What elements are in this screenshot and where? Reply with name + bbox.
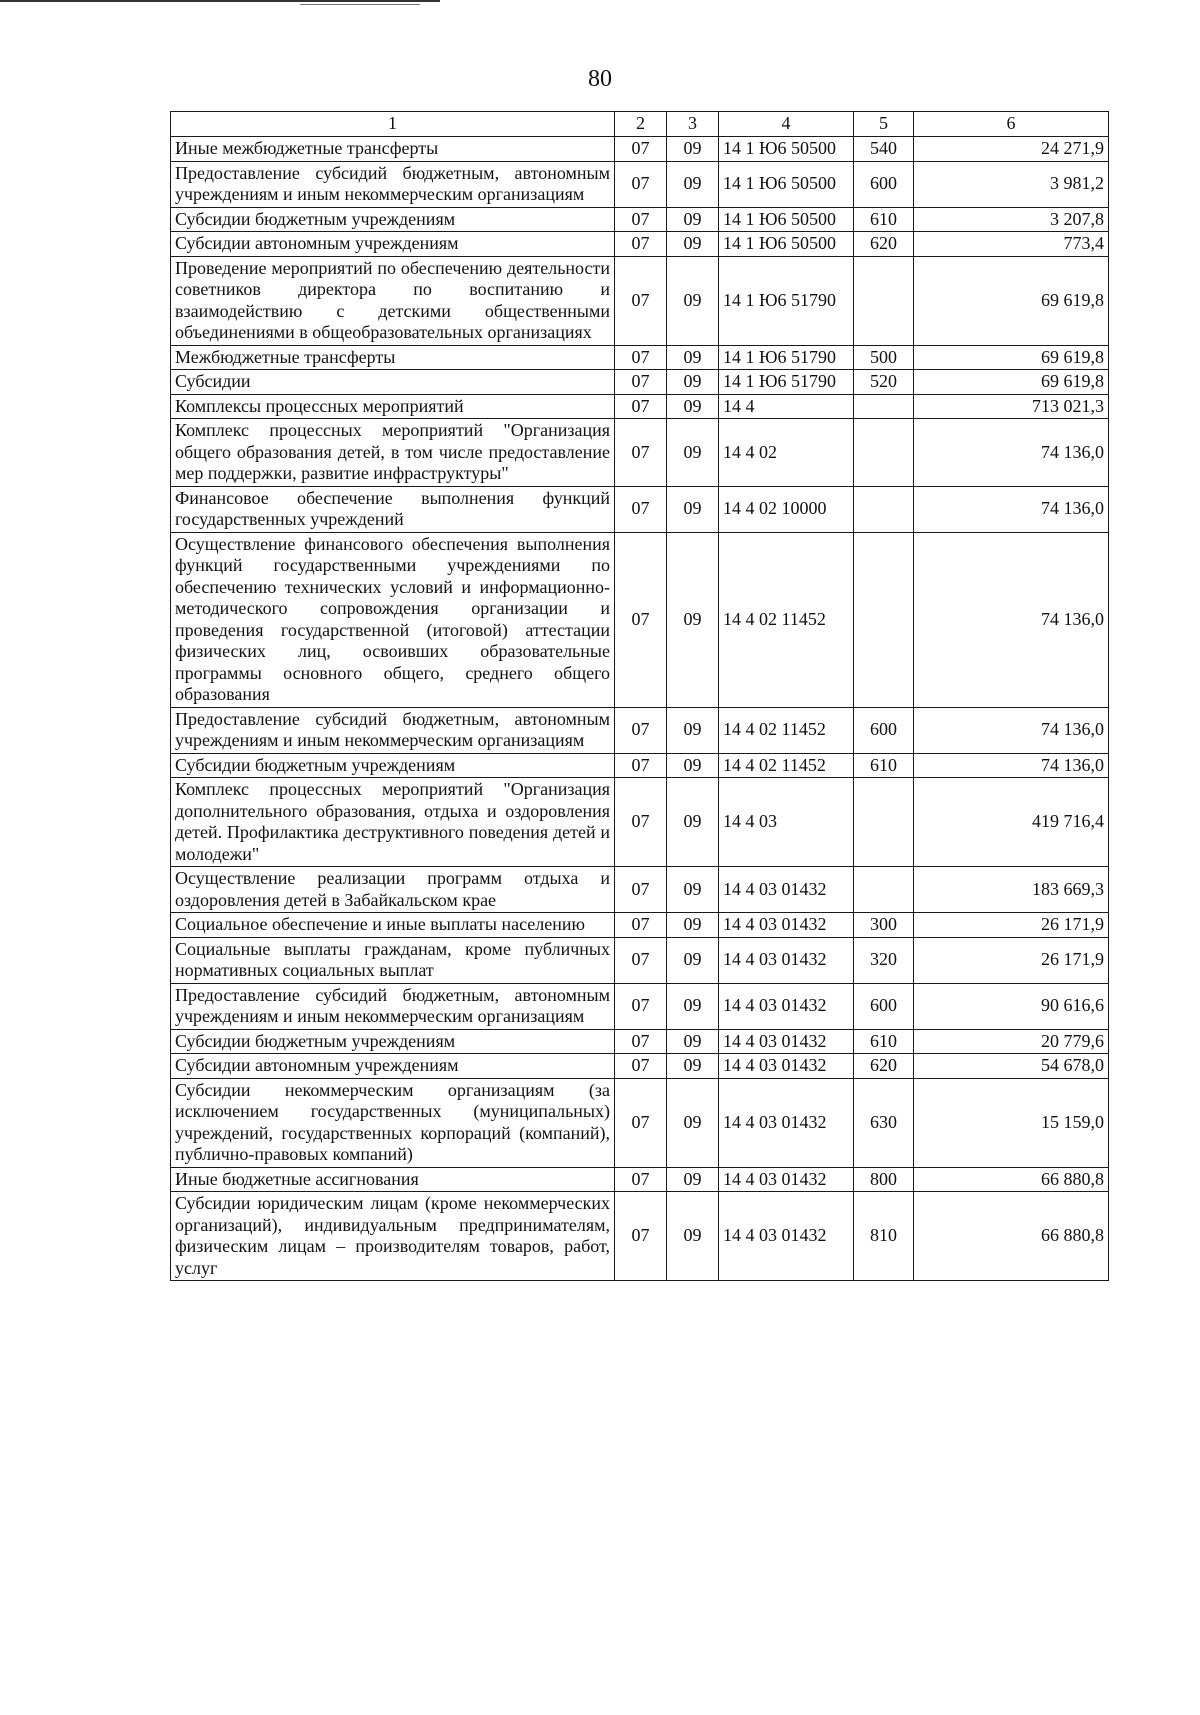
row-target-article: 14 1 Ю6 51790 — [719, 345, 854, 370]
row-section-code: 07 — [615, 913, 667, 938]
row-section-code: 07 — [615, 1078, 667, 1167]
table-row — [171, 707, 1109, 753]
row-target-article: 14 4 02 11452 — [719, 707, 854, 753]
row-amount: 773,4 — [914, 232, 1109, 257]
row-amount: 90 616,6 — [914, 983, 1109, 1029]
row-amount: 74 136,0 — [914, 486, 1109, 532]
row-section-code: 07 — [615, 937, 667, 983]
row-name: Осуществление реализации программ отдыха и оздоровления детей в Забайкальском крае — [171, 867, 615, 913]
table-row — [171, 867, 1109, 913]
row-name: Социальное обеспечение и иные выплаты населению — [171, 913, 615, 938]
row-target-article: 14 4 03 01432 — [719, 983, 854, 1029]
row-target-article: 14 4 03 01432 — [719, 1078, 854, 1167]
table-row — [171, 1054, 1109, 1079]
row-section-code: 07 — [615, 137, 667, 162]
row-subsection-code: 09 — [667, 207, 719, 232]
table-row — [171, 1192, 1109, 1281]
row-subsection-code: 09 — [667, 1029, 719, 1054]
row-subsection-code: 09 — [667, 1192, 719, 1281]
row-subsection-code: 09 — [667, 370, 719, 395]
row-name: Субсидии бюджетным учреждениям — [171, 207, 615, 232]
row-amount: 3 981,2 — [914, 161, 1109, 207]
row-subsection-code: 09 — [667, 913, 719, 938]
row-expense-type — [854, 778, 914, 867]
row-subsection-code: 09 — [667, 778, 719, 867]
row-amount: 69 619,8 — [914, 370, 1109, 395]
header-col-6: 6 — [914, 112, 1109, 137]
row-subsection-code: 09 — [667, 867, 719, 913]
row-amount: 66 880,8 — [914, 1192, 1109, 1281]
table-row — [171, 937, 1109, 983]
row-section-code: 07 — [615, 419, 667, 487]
row-subsection-code: 09 — [667, 256, 719, 345]
budget-table — [170, 111, 1109, 1281]
table-row — [171, 1029, 1109, 1054]
header-row — [171, 112, 1109, 137]
header-col-5: 5 — [854, 112, 914, 137]
row-name: Субсидии некоммерческим организациям (за исключением государственных (муниципальных) учреждений, государственных корпораций (компаний), публично-правовых компаний) — [171, 1078, 615, 1167]
row-subsection-code: 09 — [667, 1167, 719, 1192]
row-section-code: 07 — [615, 394, 667, 419]
row-name: Комплекс процессных мероприятий "Организация общего образования детей, в том числе предоставление мер поддержки, развитие инфраструктуры" — [171, 419, 615, 487]
table-row — [171, 207, 1109, 232]
row-amount: 26 171,9 — [914, 937, 1109, 983]
row-expense-type: 610 — [854, 207, 914, 232]
row-amount: 69 619,8 — [914, 345, 1109, 370]
row-expense-type: 520 — [854, 370, 914, 395]
row-subsection-code: 09 — [667, 419, 719, 487]
row-name: Социальные выплаты гражданам, кроме публичных нормативных социальных выплат — [171, 937, 615, 983]
row-section-code: 07 — [615, 1192, 667, 1281]
row-target-article: 14 1 Ю6 50500 — [719, 137, 854, 162]
row-target-article: 14 4 02 11452 — [719, 753, 854, 778]
table-row — [171, 778, 1109, 867]
row-amount: 74 136,0 — [914, 419, 1109, 487]
row-target-article: 14 1 Ю6 50500 — [719, 161, 854, 207]
row-subsection-code: 09 — [667, 937, 719, 983]
row-amount: 15 159,0 — [914, 1078, 1109, 1167]
row-subsection-code: 09 — [667, 532, 719, 707]
row-section-code: 07 — [615, 1054, 667, 1079]
header-col-3: 3 — [667, 112, 719, 137]
row-section-code: 07 — [615, 753, 667, 778]
row-amount: 74 136,0 — [914, 532, 1109, 707]
row-expense-type: 620 — [854, 1054, 914, 1079]
row-target-article: 14 4 03 01432 — [719, 1167, 854, 1192]
row-subsection-code: 09 — [667, 394, 719, 419]
row-subsection-code: 09 — [667, 486, 719, 532]
table-row — [171, 532, 1109, 707]
table-row — [171, 913, 1109, 938]
row-amount: 26 171,9 — [914, 913, 1109, 938]
table-row — [171, 137, 1109, 162]
row-subsection-code: 09 — [667, 137, 719, 162]
row-subsection-code: 09 — [667, 345, 719, 370]
row-expense-type: 500 — [854, 345, 914, 370]
row-section-code: 07 — [615, 232, 667, 257]
row-expense-type: 610 — [854, 1029, 914, 1054]
row-amount: 74 136,0 — [914, 753, 1109, 778]
table-row — [171, 232, 1109, 257]
row-amount: 183 669,3 — [914, 867, 1109, 913]
row-amount: 20 779,6 — [914, 1029, 1109, 1054]
row-name: Комплекс процессных мероприятий "Организация дополнительного образования, отдыха и оздоровления детей. Профилактика деструктивного поведения детей и молодежи" — [171, 778, 615, 867]
row-amount: 54 678,0 — [914, 1054, 1109, 1079]
table-row — [171, 486, 1109, 532]
row-name: Финансовое обеспечение выполнения функций государственных учреждений — [171, 486, 615, 532]
row-section-code: 07 — [615, 778, 667, 867]
row-section-code: 07 — [615, 707, 667, 753]
row-expense-type: 300 — [854, 913, 914, 938]
table-row — [171, 256, 1109, 345]
row-expense-type — [854, 394, 914, 419]
row-section-code: 07 — [615, 1029, 667, 1054]
row-expense-type: 600 — [854, 707, 914, 753]
row-name: Субсидии бюджетным учреждениям — [171, 753, 615, 778]
row-section-code: 07 — [615, 345, 667, 370]
page-number: 80 — [588, 66, 612, 92]
row-target-article: 14 4 03 — [719, 778, 854, 867]
row-name: Субсидии автономным учреждениям — [171, 232, 615, 257]
header-col-1: 1 — [171, 112, 615, 137]
table-row — [171, 753, 1109, 778]
row-target-article: 14 4 03 01432 — [719, 867, 854, 913]
row-name: Субсидии — [171, 370, 615, 395]
row-expense-type — [854, 256, 914, 345]
row-amount: 419 716,4 — [914, 778, 1109, 867]
table-row — [171, 345, 1109, 370]
row-name: Иные межбюджетные трансферты — [171, 137, 615, 162]
row-section-code: 07 — [615, 532, 667, 707]
table-row — [171, 1078, 1109, 1167]
row-target-article: 14 1 Ю6 51790 — [719, 370, 854, 395]
row-amount: 713 021,3 — [914, 394, 1109, 419]
row-amount: 24 271,9 — [914, 137, 1109, 162]
row-target-article: 14 4 02 11452 — [719, 532, 854, 707]
row-amount: 69 619,8 — [914, 256, 1109, 345]
row-expense-type: 600 — [854, 983, 914, 1029]
row-expense-type — [854, 419, 914, 487]
row-subsection-code: 09 — [667, 161, 719, 207]
row-target-article: 14 4 03 01432 — [719, 913, 854, 938]
row-subsection-code: 09 — [667, 232, 719, 257]
row-subsection-code: 09 — [667, 983, 719, 1029]
row-expense-type — [854, 867, 914, 913]
row-section-code: 07 — [615, 1167, 667, 1192]
scan-edge-mark — [0, 0, 440, 2]
row-section-code: 07 — [615, 486, 667, 532]
row-name: Субсидии юридическим лицам (кроме некоммерческих организаций), индивидуальным предпринимателям, физическим лицам – производителям товаров, работ, услуг — [171, 1192, 615, 1281]
row-name: Предоставление субсидий бюджетным, автономным учреждениям и иным некоммерческим организациям — [171, 161, 615, 207]
row-target-article: 14 4 02 — [719, 419, 854, 487]
row-target-article: 14 1 Ю6 50500 — [719, 207, 854, 232]
row-amount: 74 136,0 — [914, 707, 1109, 753]
header-col-4: 4 — [719, 112, 854, 137]
row-expense-type: 620 — [854, 232, 914, 257]
row-target-article: 14 4 02 10000 — [719, 486, 854, 532]
row-expense-type: 540 — [854, 137, 914, 162]
row-expense-type — [854, 532, 914, 707]
row-subsection-code: 09 — [667, 707, 719, 753]
row-name: Проведение мероприятий по обеспечению деятельности советников директора по воспитанию и взаимодействию с детскими общественными объединениями в общеобразовательных организациях — [171, 256, 615, 345]
row-target-article: 14 4 03 01432 — [719, 937, 854, 983]
row-subsection-code: 09 — [667, 1054, 719, 1079]
row-expense-type: 810 — [854, 1192, 914, 1281]
row-expense-type: 610 — [854, 753, 914, 778]
scan-edge-mark-secondary — [300, 4, 420, 5]
table-row — [171, 419, 1109, 487]
row-amount: 3 207,8 — [914, 207, 1109, 232]
row-name: Субсидии автономным учреждениям — [171, 1054, 615, 1079]
row-section-code: 07 — [615, 161, 667, 207]
table-row — [171, 161, 1109, 207]
row-section-code: 07 — [615, 207, 667, 232]
row-target-article: 14 4 03 01432 — [719, 1029, 854, 1054]
row-name: Предоставление субсидий бюджетным, автономным учреждениям и иным некоммерческим организациям — [171, 983, 615, 1029]
row-expense-type: 320 — [854, 937, 914, 983]
row-section-code: 07 — [615, 983, 667, 1029]
table-row — [171, 370, 1109, 395]
row-target-article: 14 4 — [719, 394, 854, 419]
row-section-code: 07 — [615, 256, 667, 345]
table-body — [171, 137, 1109, 1281]
table-row — [171, 1167, 1109, 1192]
row-expense-type: 600 — [854, 161, 914, 207]
table-header — [171, 112, 1109, 137]
row-name: Субсидии бюджетным учреждениям — [171, 1029, 615, 1054]
row-expense-type — [854, 486, 914, 532]
row-target-article: 14 1 Ю6 51790 — [719, 256, 854, 345]
row-expense-type: 800 — [854, 1167, 914, 1192]
row-name: Иные бюджетные ассигнования — [171, 1167, 615, 1192]
row-amount: 66 880,8 — [914, 1167, 1109, 1192]
row-subsection-code: 09 — [667, 753, 719, 778]
row-name: Осуществление финансового обеспечения выполнения функций государственными учреждениями по обеспечению технических условий и информационно-методического сопровождения организации и проведения государственной (итоговой) аттестации физических лиц, освоивших образовательные программы основного общего, среднего общего образования — [171, 532, 615, 707]
row-expense-type: 630 — [854, 1078, 914, 1167]
row-target-article: 14 1 Ю6 50500 — [719, 232, 854, 257]
row-name: Межбюджетные трансферты — [171, 345, 615, 370]
table-row — [171, 394, 1109, 419]
row-target-article: 14 4 03 01432 — [719, 1192, 854, 1281]
table-row — [171, 983, 1109, 1029]
row-subsection-code: 09 — [667, 1078, 719, 1167]
row-target-article: 14 4 03 01432 — [719, 1054, 854, 1079]
header-col-2: 2 — [615, 112, 667, 137]
row-name: Комплексы процессных мероприятий — [171, 394, 615, 419]
row-name: Предоставление субсидий бюджетным, автономным учреждениям и иным некоммерческим организациям — [171, 707, 615, 753]
row-section-code: 07 — [615, 867, 667, 913]
row-section-code: 07 — [615, 370, 667, 395]
